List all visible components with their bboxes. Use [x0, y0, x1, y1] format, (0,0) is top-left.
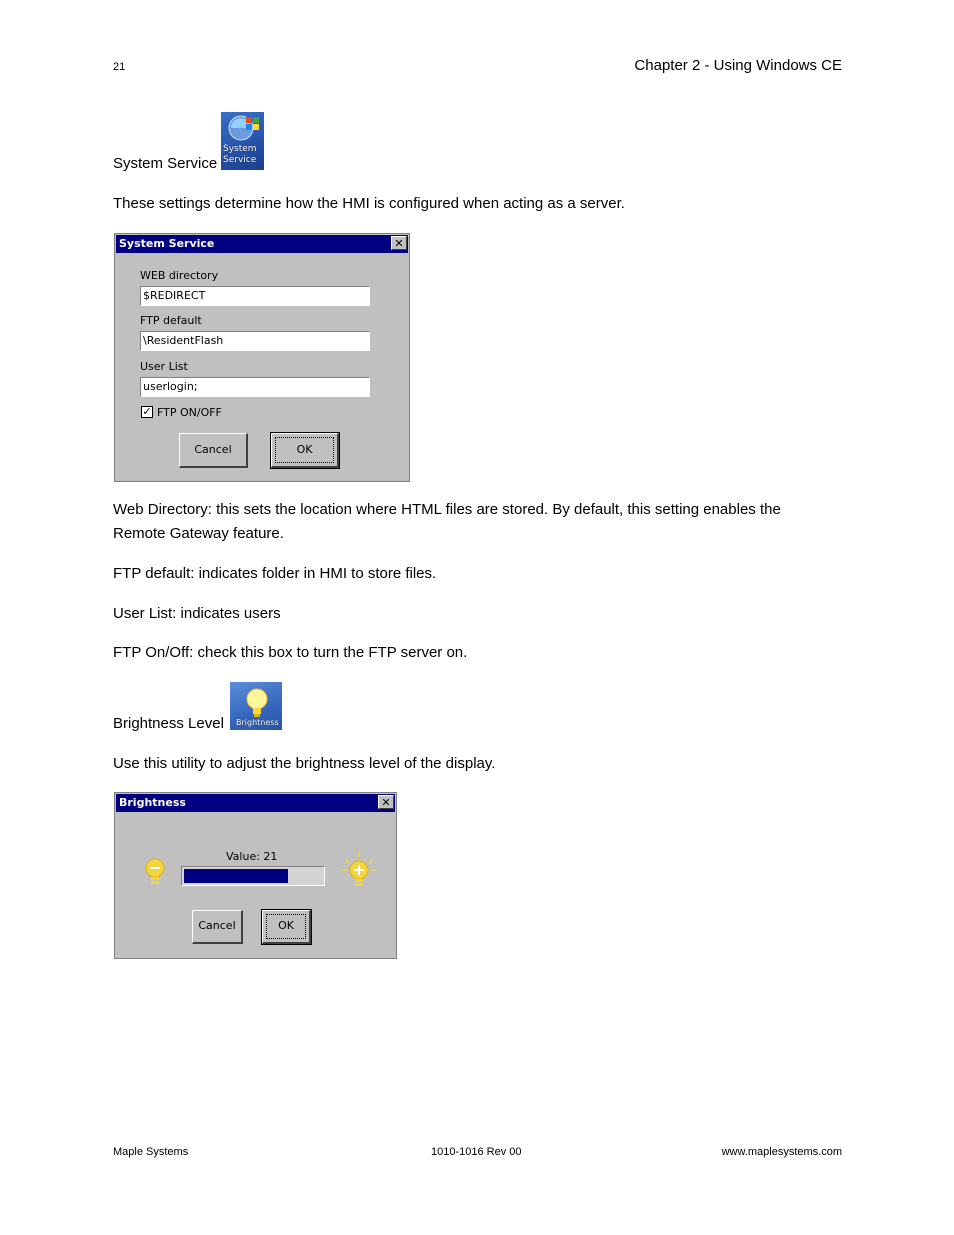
cancel-button[interactable]: Cancel	[179, 433, 248, 468]
system-service-dialog	[114, 233, 410, 482]
brightness-icon: Brightness	[230, 682, 282, 730]
dialog-title-bar: System Service	[116, 235, 408, 253]
ftp-toggle-label: FTP ON/OFF	[157, 406, 222, 419]
ftp-default-desc: FTP default: indicates folder in HMI to store files.	[113, 565, 437, 582]
footer-doc-number: 1010-1016 Rev 00	[431, 1146, 522, 1158]
close-button[interactable]: ✕	[378, 795, 394, 809]
user-list-input[interactable]: userlogin;	[140, 377, 370, 397]
ok-button[interactable]: OK	[271, 433, 339, 468]
brightness-intro: Use this utility to adjust the brightness level of the display.	[113, 755, 496, 772]
system-service-intro: These settings determine how the HMI is configured when acting as a server.	[113, 195, 625, 212]
dialog-title-bar: Brightness	[116, 794, 395, 812]
web-directory-desc-2: Remote Gateway feature.	[113, 525, 284, 542]
brightness-level-fill	[184, 869, 288, 883]
ftp-toggle-checkbox[interactable]: ✓	[142, 405, 152, 418]
brightness-heading: Brightness Level	[113, 715, 224, 732]
system-service-icon: System Service	[221, 112, 264, 170]
system-service-heading: System Service	[113, 155, 218, 172]
focus-rect	[266, 914, 306, 939]
ftp-default-label: FTP default	[140, 314, 202, 327]
ok-button[interactable]: OK	[262, 910, 311, 944]
page-number: 21	[113, 61, 126, 73]
chapter-title: Chapter 2 - Using Windows CE	[634, 57, 842, 74]
user-list-label: User List	[140, 360, 188, 373]
ftp-default-input[interactable]: \ResidentFlash	[140, 331, 370, 351]
close-button[interactable]: ✕	[391, 236, 407, 250]
user-list-desc: User List: indicates users	[113, 605, 281, 622]
cancel-button[interactable]: Cancel	[192, 910, 243, 944]
web-directory-label: WEB directory	[140, 269, 219, 282]
footer-website[interactable]: www.maplesystems.com	[721, 1146, 842, 1158]
brightness-increase-icon[interactable]	[341, 851, 377, 889]
ftp-onoff-desc: FTP On/Off: check this box to turn the FTP server on.	[113, 644, 468, 661]
brightness-level-bar[interactable]	[181, 866, 325, 886]
web-directory-desc-1: Web Directory: this sets the location where HTML files are stored. By default, this setting enables the	[113, 501, 781, 518]
brightness-decrease-icon[interactable]	[143, 857, 167, 887]
brightness-value-label: Value: 21	[226, 850, 278, 863]
footer-company: Maple Systems	[113, 1146, 189, 1158]
web-directory-input[interactable]: $REDIRECT	[140, 286, 370, 306]
focus-rect	[275, 437, 334, 463]
brightness-dialog	[114, 792, 397, 959]
